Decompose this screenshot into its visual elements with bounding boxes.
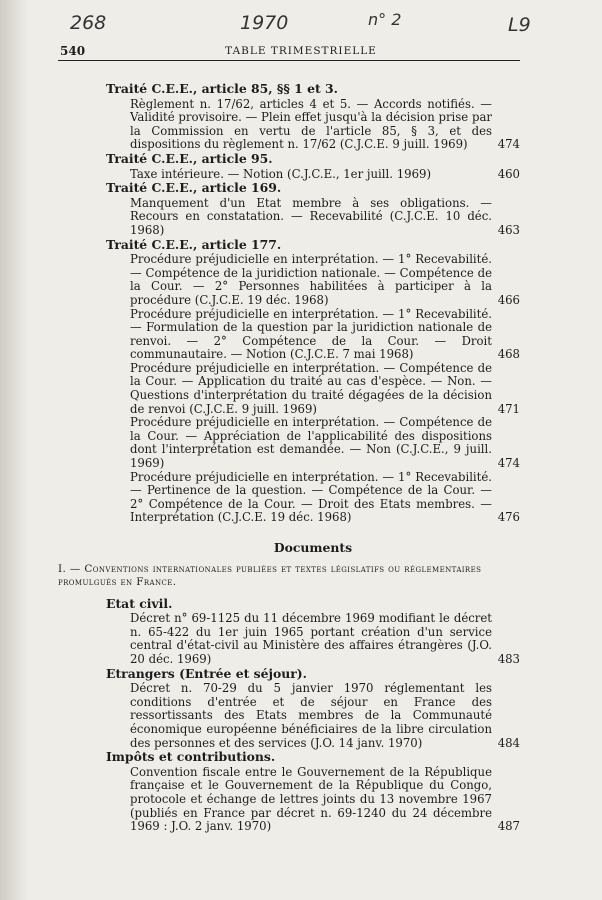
- index-entry: [130, 612, 520, 666]
- handwritten-year: 1970: [240, 12, 289, 34]
- entry-text: Procédure préjudicielle en interprétation. — 1° Recevabilité. — Compétence de la juridiction nationale. — Compétence de la Cour. — 2° Personnes habilitées à participer à la procédure (C.J.C.E. 19 déc. 1968): [130, 252, 492, 307]
- page-edge-shadow: [0, 0, 28, 900]
- index-group: [106, 152, 520, 181]
- entry-text: Taxe intérieure. — Notion (C.J.C.E., 1er juill. 1969): [130, 166, 432, 181]
- handwritten-number: 268: [70, 12, 107, 34]
- index-entry: [130, 766, 520, 834]
- entry-text: Procédure préjudicielle en interprétation. — 1° Recevabilité. — Formulation de la question par la juridiction nationale de renvoi. — 2° Compétence de la Cour. — Droit communautaire. — Notion (C.J.C.E. 7 mai 1968): [130, 306, 492, 362]
- group-heading: Traité C.E.E., article 177.: [106, 236, 282, 252]
- entry-page: 476: [497, 510, 520, 525]
- document-group: [106, 667, 520, 751]
- document-group: [106, 597, 520, 667]
- entry-text: Décret n° 69-1125 du 11 décembre 1969 modifiant le décret n. 65-422 du 1er juin 1965 portant création d'un service central d'état-civil au Ministère des affaires étrangères (J.O. 20 déc. 1969): [130, 611, 492, 666]
- index-entry: [130, 416, 520, 470]
- index-content: [58, 81, 520, 834]
- entry-page: 484: [497, 735, 520, 750]
- index-entry: [130, 168, 520, 182]
- handwritten-code: L9: [508, 14, 531, 36]
- entry-page: 471: [497, 401, 520, 416]
- handwritten-issue: n° 2: [368, 10, 402, 29]
- entry-text: Décret n. 70-29 du 5 janvier 1970 réglementant les conditions d'entrée et de séjour en France des ressortissants des Etats membres de la Communauté économique européenne bénéficiaires de la libre circulation des personnes et des services (J.O. 14 janv. 1970): [130, 681, 492, 750]
- entry-text: Convention fiscale entre le Gouvernement de la République française et le Gouvernement de la République du Congo, protocole et échange de lettres joints du 13 novembre 1967 (publiés en France par décret n. 69-1240 du 24 décembre 1969 : J.O. 2 janv. 1970): [130, 764, 492, 834]
- documents-section-title: Documents: [273, 540, 353, 555]
- index-entry: [130, 362, 520, 416]
- group-heading: Etat civil.: [106, 595, 173, 611]
- entry-text: Règlement n. 17/62, articles 4 et 5. — Accords notifiés. — Validité provisoire. — Plein effet jusqu'à la décision prise par la Commission en vertu de l'article 85, § 3, et des dispositions du règlement n. 17/62 (C.J.C.E. 9 juill. 1969): [130, 96, 492, 152]
- entry-page: 474: [497, 456, 520, 471]
- group-heading: Traité C.E.E., article 95.: [106, 150, 273, 166]
- running-title: TABLE TRIMESTRIELLE: [225, 45, 377, 57]
- group-heading: Etrangers (Entrée et séjour).: [106, 665, 307, 681]
- page-number: 540: [60, 44, 86, 58]
- group-heading: Impôts et contributions.: [106, 749, 276, 765]
- group-heading: Traité C.E.E., article 85, §§ 1 et 3.: [106, 81, 338, 96]
- index-entry: [130, 98, 520, 152]
- entry-page: 474: [497, 137, 520, 152]
- entry-text: Procédure préjudicielle en interprétation. — Compétence de la Cour. — Appréciation de l'applicabilité des dispositions dont l'interprétation est demandée. — Non (C.J.C.E., 9 juill. 1969): [130, 415, 492, 471]
- entry-page: 460: [497, 166, 520, 181]
- documents-intro: I. — Conventions internationales publiées et textes législatifs ou réglementaires promulgués en France.: [58, 562, 482, 588]
- index-group: [106, 82, 520, 152]
- index-entry: [130, 471, 520, 525]
- entry-text: Procédure préjudicielle en interprétation. — 1° Recevabilité. — Pertinence de la question. — Compétence de la Cour. — 2° Compétence de la Cour. — Droit des Etats membres. — Interprétation (C.J.C.E. 19 déc. 1968): [130, 469, 492, 525]
- entry-page: 487: [497, 819, 520, 834]
- document-group: [106, 750, 520, 834]
- entry-page: 463: [497, 222, 520, 237]
- index-entry: [130, 682, 520, 750]
- entry-text: Manquement d'un Etat membre à ses obligations. — Recours en constatation. — Recevabilité (C.J.C.E. 10 déc. 1968): [130, 195, 492, 237]
- index-group: [106, 181, 520, 237]
- index-group: [106, 238, 520, 525]
- header-rule: [58, 60, 520, 61]
- entry-page: 466: [497, 292, 520, 307]
- index-entry: [130, 197, 520, 238]
- entry-page: 483: [497, 651, 520, 666]
- entry-page: 468: [497, 347, 520, 362]
- index-entry: [130, 308, 520, 362]
- entry-text: Procédure préjudicielle en interprétation. — Compétence de la Cour. — Application du traité au cas d'espèce. — Non. — Questions d'interprétation du traité dégagées de la décision de renvoi (C.J.C.E. 9 juill. 1969): [130, 360, 492, 416]
- index-entry: [130, 253, 520, 307]
- group-heading: Traité C.E.E., article 169.: [106, 180, 282, 196]
